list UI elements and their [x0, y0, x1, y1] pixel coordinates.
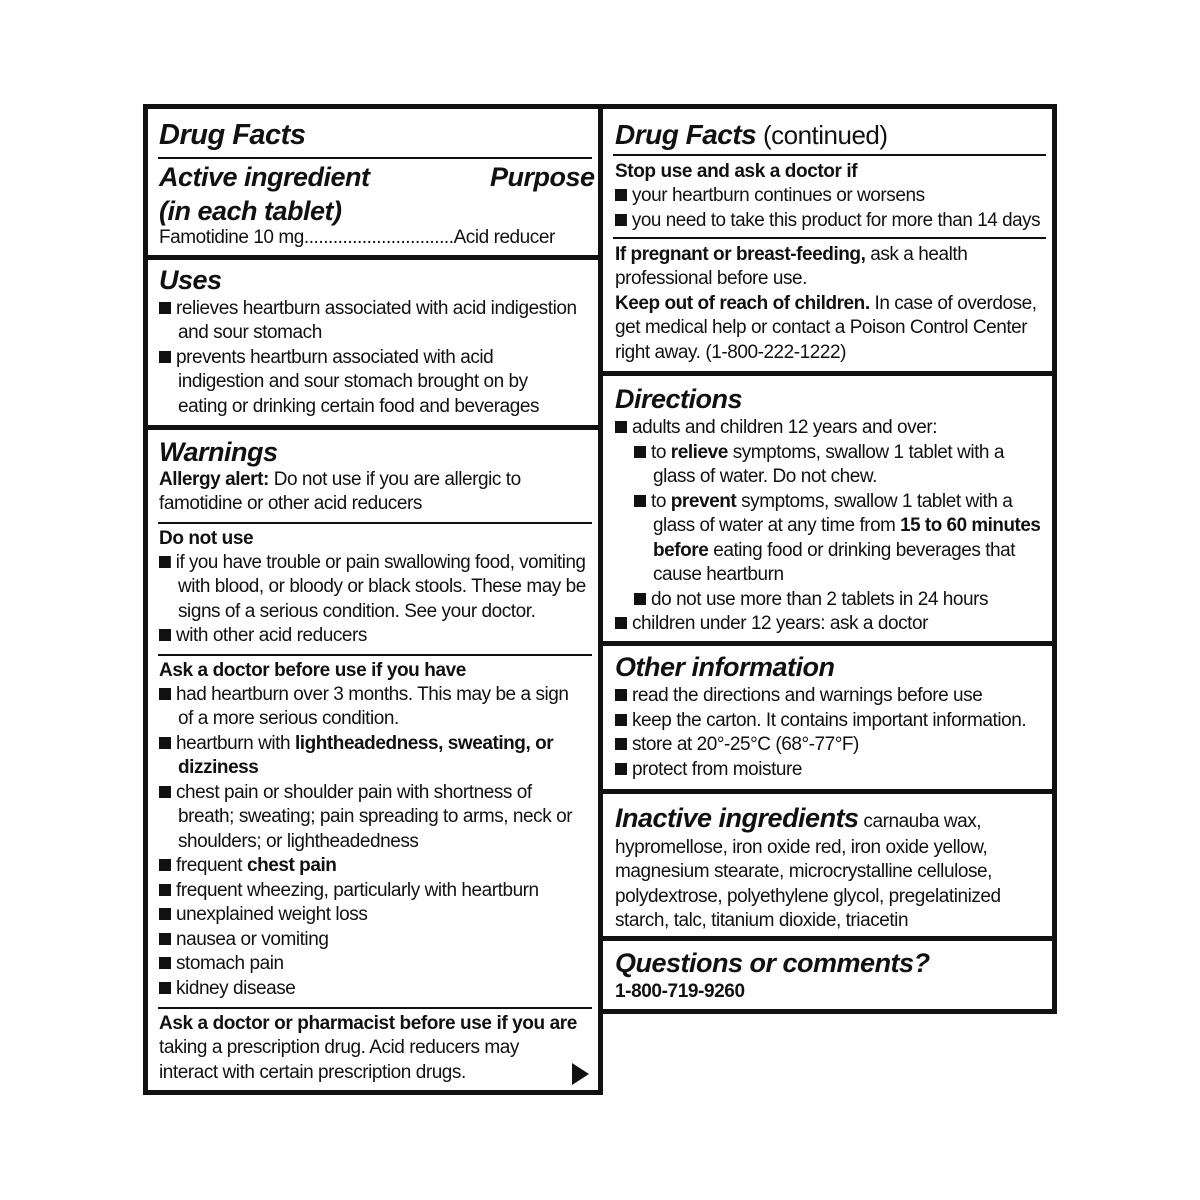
in-each-tablet-heading: (in each tablet) [159, 196, 342, 226]
bullet-icon [615, 714, 627, 726]
stop-use-item: your heartburn continues or worsens [615, 184, 925, 208]
ask-doctor-item-cont: shoulders; or lightheadedness [178, 831, 419, 852]
warnings-heading: Warnings [159, 437, 278, 467]
bullet-icon [159, 688, 171, 700]
bullet-icon [615, 617, 627, 629]
ingredient-purpose: Acid reducer [453, 227, 555, 248]
bullet-icon [634, 446, 646, 458]
purpose-heading: Purpose [490, 162, 595, 192]
inactive-ingredients-text: hypromellose, iron oxide red, iron oxide yellow, [615, 837, 988, 858]
bullet-icon [159, 351, 171, 363]
drug-facts-continued-title: Drug Facts (continued) [615, 119, 888, 150]
other-information-item: protect from moisture [615, 758, 802, 782]
directions-subitem: to prevent symptoms, swallow 1 tablet with a [634, 490, 1012, 514]
directions-item: children under 12 years: ask a doctor [615, 612, 928, 636]
uses-section [148, 255, 598, 425]
do-not-use-item: with other acid reducers [159, 624, 367, 648]
bullet-icon [159, 859, 171, 871]
bullet-icon [159, 957, 171, 969]
bullet-icon [615, 214, 627, 226]
directions-subitem-cont: cause heartburn [653, 564, 784, 585]
inactive-ingredients-text: polydextrose, polyethylene glycol, pregelatinized [615, 886, 1001, 907]
directions-subitem: do not use more than 2 tablets in 24 hours [634, 588, 988, 612]
other-information-item: keep the carton. It contains important information. [615, 709, 1026, 733]
uses-item: prevents heartburn associated with acid [159, 346, 493, 370]
ask-doctor-item: nausea or vomiting [159, 928, 328, 952]
do-not-use-item: if you have trouble or pain swallowing food, vomiting [159, 551, 585, 575]
bullet-icon [159, 786, 171, 798]
bullet-icon [159, 629, 171, 641]
questions-heading: Questions or comments? [615, 948, 930, 978]
bullet-icon [615, 689, 627, 701]
other-information-section [603, 641, 1052, 789]
directions-item: adults and children 12 years and over: [615, 416, 937, 440]
divider [158, 522, 592, 524]
ask-doctor-heading: Ask a doctor before use if you have [159, 660, 466, 681]
divider [158, 654, 592, 656]
uses-item-cont: indigestion and sour stomach brought on by [178, 371, 528, 392]
other-information-heading: Other information [615, 652, 835, 682]
bullet-icon [159, 884, 171, 896]
questions-phone: 1-800-719-9260 [615, 981, 745, 1002]
active-ingredient-heading: Active ingredient [159, 162, 370, 192]
ask-doctor-item: had heartburn over 3 months. This may be a sign [159, 683, 569, 707]
bullet-icon [615, 421, 627, 433]
divider [613, 237, 1046, 239]
bullet-icon [615, 738, 627, 750]
inactive-ingredients-section [603, 789, 1052, 936]
bullet-icon [159, 933, 171, 945]
ask-doctor-item: frequent wheezing, particularly with heartburn [159, 879, 539, 903]
bullet-icon [159, 556, 171, 568]
uses-item-cont: and sour stomach [178, 322, 322, 343]
ingredient-dots: ............................... [303, 227, 454, 248]
other-information-item: read the directions and warnings before use [615, 684, 982, 708]
ask-doctor-item: unexplained weight loss [159, 903, 367, 927]
bullet-icon [159, 302, 171, 314]
directions-subitem-cont: before eating food or drinking beverages that [653, 540, 1016, 561]
directions-heading: Directions [615, 384, 743, 414]
drug-facts-left-panel [143, 104, 603, 1095]
ask-doctor-item: frequent chest pain [159, 854, 336, 878]
allergy-alert-cont: famotidine or other acid reducers [159, 493, 422, 514]
title-divider [158, 157, 592, 159]
inactive-ingredients-text: Inactive ingredients carnauba wax, [615, 803, 982, 833]
ask-pharmacist-text: interact with certain prescription drugs. [159, 1062, 466, 1083]
ask-doctor-item: stomach pain [159, 952, 284, 976]
continue-arrow-icon [572, 1063, 589, 1085]
stop-use-item: you need to take this product for more than 14 days [615, 209, 1040, 233]
inactive-ingredients-text: magnesium stearate, microcrystalline cellulose, [615, 861, 992, 882]
keep-out-warning-cont: get medical help or contact a Poison Control Center [615, 317, 1028, 338]
bullet-icon [159, 982, 171, 994]
bullet-icon [615, 763, 627, 775]
other-information-item: store at 20°-25°C (68°-77°F) [615, 733, 859, 757]
ask-pharmacist-text: taking a prescription drug. Acid reducers may [159, 1037, 519, 1058]
ask-doctor-item: heartburn with lightheadedness, sweating, or [159, 732, 553, 756]
divider [158, 1007, 592, 1009]
bullet-icon [159, 737, 171, 749]
ingredient-name: Famotidine 10 mg [159, 227, 304, 248]
ask-doctor-item: kidney disease [159, 977, 295, 1001]
drug-facts-right-panel [598, 104, 1057, 1014]
bullet-icon [634, 495, 646, 507]
bullet-icon [634, 593, 646, 605]
do-not-use-heading: Do not use [159, 528, 254, 549]
ask-doctor-item-cont: of a more serious condition. [178, 708, 399, 729]
directions-subitem-cont: glass of water. Do not chew. [653, 466, 877, 487]
do-not-use-item-cont: signs of a serious condition. See your doctor. [178, 601, 536, 622]
directions-subitem: to relieve symptoms, swallow 1 tablet with a [634, 441, 1004, 465]
bullet-icon [615, 189, 627, 201]
uses-item: relieves heartburn associated with acid indigestion [159, 297, 577, 321]
allergy-alert: Allergy alert: Do not use if you are allergic to [159, 469, 521, 490]
pregnant-warning-cont: professional before use. [615, 268, 807, 289]
directions-section [603, 371, 1052, 641]
ask-pharmacist-heading: Ask a doctor or pharmacist before use if you are [159, 1013, 577, 1034]
title-divider [613, 154, 1046, 156]
uses-heading: Uses [159, 265, 222, 295]
warnings-section [148, 425, 598, 1095]
pregnant-warning: If pregnant or breast-feeding, ask a health [615, 244, 968, 265]
keep-out-warning: Keep out of reach of children. In case of overdose, [615, 293, 1037, 314]
questions-section [603, 936, 1052, 1014]
keep-out-warning-cont: right away. (1-800-222-1222) [615, 342, 847, 363]
ask-doctor-item-cont: breath; sweating; pain spreading to arms, neck or [178, 806, 573, 827]
ingredient-row [159, 226, 555, 250]
ask-doctor-item: chest pain or shoulder pain with shortness of [159, 781, 532, 805]
directions-subitem-cont: glass of water at any time from 15 to 60 minutes [653, 515, 1041, 536]
inactive-ingredients-text: starch, talc, titanium dioxide, triacetin [615, 910, 909, 931]
stop-use-heading: Stop use and ask a doctor if [615, 161, 858, 182]
ask-doctor-item-cont: dizziness [178, 757, 259, 778]
drug-facts-title: Drug Facts [159, 119, 306, 151]
uses-item-cont: eating or drinking certain food and beverages [178, 396, 540, 417]
bullet-icon [159, 908, 171, 920]
do-not-use-item-cont: with blood, or bloody or black stools. These may be [178, 576, 586, 597]
